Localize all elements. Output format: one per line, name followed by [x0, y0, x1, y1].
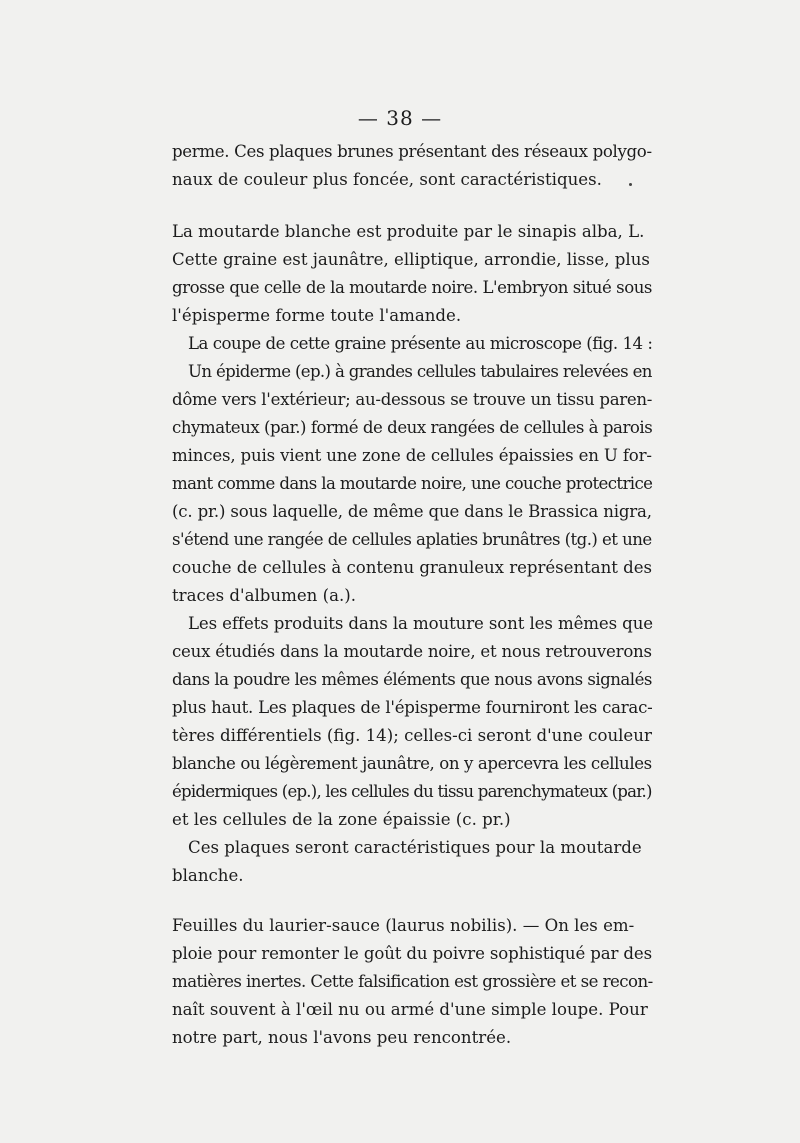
- text-line: épidermiques (ep.), les cellules du tissu parenchymateux (par.): [172, 782, 652, 801]
- text-line: Les effets produits dans la mouture sont les mêmes que: [188, 614, 653, 633]
- text-line: blanche ou légèrement jaunâtre, on y apercevra les cellules: [172, 754, 652, 773]
- text-line: couche de cellules à contenu granuleux représentant des: [172, 558, 652, 577]
- body-text: [172, 138, 652, 1052]
- text-line: dôme vers l'extérieur; au-dessous se trouve un tissu paren-: [172, 390, 653, 409]
- text-line: Feuilles du laurier-sauce (laurus nobilis). — On les em-: [172, 916, 635, 935]
- text-line: tères différentiels (fig. 14); celles-ci seront d'une couleur: [172, 726, 652, 745]
- text-line: La moutarde blanche est produite par le sinapis alba, L.: [172, 222, 645, 241]
- text-line: l'épisperme forme toute l'amande.: [172, 306, 462, 325]
- text-line: Cette graine est jaunâtre, elliptique, arrondie, lisse, plus: [172, 250, 650, 269]
- text-line: grosse que celle de la moutarde noire. L'embryon situé sous: [172, 278, 652, 297]
- text-line: plus haut. Les plaques de l'épisperme fourniront les carac-: [172, 698, 653, 717]
- section-feuilles-laurier: [172, 912, 652, 1052]
- text-line: Un épiderme (ep.) à grandes cellules tabulaires relevées en: [188, 362, 652, 381]
- text-line: s'étend une rangée de cellules aplaties brunâtres (tg.) et une: [172, 530, 652, 549]
- text-line: notre part, nous l'avons peu rencontrée.: [172, 1028, 512, 1047]
- text-line: blanche.: [172, 866, 244, 885]
- text-line: chymateux (par.) formé de deux rangées de cellules à parois: [172, 418, 653, 437]
- text-line: Ces plaques seront caractéristiques pour la moutarde: [188, 838, 642, 857]
- text-line: ploie pour remonter le goût du poivre sophistiqué par des: [172, 944, 652, 963]
- page-number: — 38 —: [357, 106, 443, 130]
- section-gap: [172, 194, 652, 218]
- text-line: matières inertes. Cette falsification est grossière et se recon-: [172, 972, 653, 991]
- text-line: perme. Ces plaques brunes présentant des réseaux polygo-: [172, 142, 652, 161]
- text-line: (c. pr.) sous laquelle, de même que dans le Brassica nigra,: [172, 502, 652, 521]
- text-line: La coupe de cette graine présente au microscope (fig. 14 :: [188, 334, 653, 353]
- section-moutarde-blanche: [172, 218, 652, 890]
- text-line: et les cellules de la zone épaissie (c. pr.): [172, 810, 511, 829]
- text-line: minces, puis vient une zone de cellules épaissies en U for-: [172, 446, 652, 465]
- text-line: ceux étudiés dans la moutarde noire, et nous retrouverons: [172, 642, 652, 661]
- text-line: mant comme dans la moutarde noire, une couche protectrice: [172, 474, 653, 493]
- paragraph-continuation: [172, 138, 652, 194]
- text-line: traces d'albumen (a.).: [172, 586, 356, 605]
- text-line: dans la poudre les mêmes éléments que nous avons signalés: [172, 670, 652, 689]
- section-gap: [172, 890, 652, 912]
- text-line: naux de couleur plus foncée, sont caractéristiques.: [172, 170, 602, 189]
- text-line: naît souvent à l'œil nu ou armé d'une simple loupe. Pour: [172, 1000, 648, 1019]
